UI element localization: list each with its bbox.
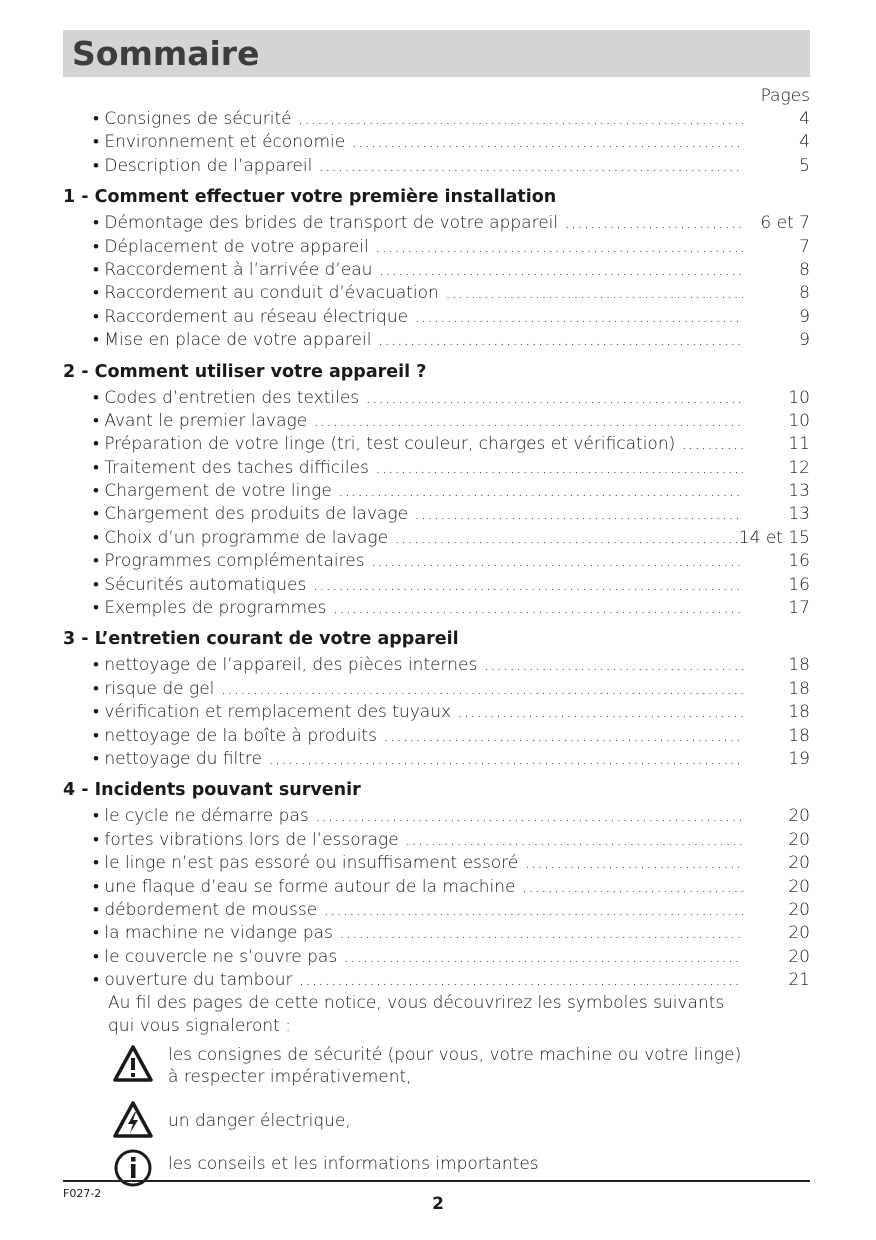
toc-entry-label: • Chargement des produits de lavage ..... [93,503,743,526]
toc-entry [63,282,813,305]
toc-entry-page: 16 [788,551,810,572]
section-heading: 3 - L’entretien courant de votre appareil [63,629,459,650]
toc-entry-label: • le couvercle ne s’ouvre pas ..... [93,946,743,969]
toc-entry-page: 19 [788,748,810,769]
toc-entry-label: • Consignes de sécurité ..... [93,108,743,131]
toc-entry-page: 18 [788,702,810,723]
footer-rule [63,1180,810,1182]
table-of-contents [63,108,813,993]
section-heading: 2 - Comment utiliser votre appareil ? [63,361,427,382]
toc-entry-page: 4 [799,132,810,153]
toc-entry [63,329,813,352]
toc-entry [63,236,813,259]
toc-entry-page: 9 [799,306,810,327]
toc-entry-page: 20 [788,923,810,944]
toc-entry-label: • ouverture du tambour ..... [93,969,743,992]
document-code: F027-2 [63,1187,102,1200]
section-heading: 4 - Incidents pouvant survenir [63,780,361,801]
toc-entry [63,259,813,282]
legend-text-electric: un danger électrique, [168,1111,351,1131]
toc-entry [63,457,813,480]
electric-danger-icon [113,1100,153,1140]
toc-entry [63,678,813,701]
toc-entry [63,969,813,992]
toc-entry [63,829,813,852]
toc-entry [63,946,813,969]
toc-entry-page: 13 [788,481,810,502]
toc-entry-page: 8 [799,283,810,304]
toc-entry-label: • vérification et remplacement des tuyaux ..... [93,701,743,724]
legend-intro-line-1: Au fil des pages de cette notice, vous découvrirez les symboles suivants [108,993,725,1013]
toc-entry [63,155,813,178]
toc-entry-label: • le linge n’est pas essoré ou insuffisament essoré ..... [93,852,743,875]
toc-entry-page: 20 [788,899,810,920]
toc-entry-page: 10 [788,387,810,408]
toc-entry [63,108,813,131]
toc-entry-page: 11 [788,434,810,455]
toc-entry-label: • Chargement de votre linge ..... [93,480,743,503]
toc-entry-label: • la machine ne vidange pas ..... [93,922,743,945]
toc-entry-page: 12 [788,457,810,478]
toc-entry [63,852,813,875]
toc-entry-label: • risque de gel ..... [93,678,743,701]
legend-text-safety [168,1044,768,1088]
toc-entry [63,725,813,748]
toc-entry-label: • Sécurités automatiques ..... [93,574,743,597]
toc-entry [63,701,813,724]
legend-intro-line-2: qui vous signaleront : [108,1016,291,1036]
toc-entry-label: • nettoyage de l’appareil, des pièces internes ..... [93,654,743,677]
toc-entry [63,876,813,899]
toc-entry-page: 8 [799,259,810,280]
toc-entry [63,654,813,677]
legend-safety-line-2: à respecter impérativement, [168,1067,412,1087]
symbols-legend [108,992,768,1174]
toc-entry-page: 20 [788,829,810,850]
toc-entry [63,212,813,235]
page-number: 2 [432,1194,444,1214]
toc-entry-label: • Mise en place de votre appareil ..... [93,329,743,352]
toc-entry-label: • Avant le premier lavage ..... [93,410,743,433]
toc-entry [63,433,813,456]
toc-entry [63,527,813,550]
toc-entry-label: • Raccordement à l’arrivée d’eau ..... [93,259,743,282]
toc-entry-label: • Traitement des taches difficiles ..... [93,457,743,480]
legend-text-info: les conseils et les informations importantes [168,1154,539,1174]
toc-entry-label: • Choix d’un programme de lavage ..... [93,527,743,550]
toc-entry-label: • Déplacement de votre appareil ..... [93,236,743,259]
page-title: Sommaire [72,34,260,73]
toc-entry [63,306,813,329]
toc-entry-page: 20 [788,806,810,827]
toc-entry-label: • nettoyage de la boîte à produits ..... [93,725,743,748]
toc-entry [63,550,813,573]
toc-entry [63,748,813,771]
toc-entry-page: 18 [788,655,810,676]
toc-entry-label: • fortes vibrations lors de l’essorage ..... [93,829,743,852]
toc-entry-page: 21 [788,970,810,991]
toc-entry [63,387,813,410]
toc-entry-page: 14 et 15 [738,527,810,548]
toc-entry-page: 18 [788,678,810,699]
toc-entry-page: 5 [799,155,810,176]
toc-entry-page: 7 [799,236,810,257]
toc-entry-page: 20 [788,946,810,967]
legend-safety-line-1: les consignes de sécurité (pour vous, votre machine ou votre linge) [168,1045,742,1065]
toc-entry-page: 16 [788,574,810,595]
toc-entry-page: 10 [788,410,810,431]
toc-entry-label: • Démontage des brides de transport de votre appareil ..... [93,212,743,235]
toc-entry [63,480,813,503]
title-bar [63,30,810,77]
toc-entry-page: 20 [788,853,810,874]
toc-entry-page: 17 [788,598,810,619]
toc-entry-page: 18 [788,725,810,746]
toc-entry-label: • Raccordement au conduit d’évacuation ..... [93,282,743,305]
toc-entry-label: • Programmes complémentaires ..... [93,550,743,573]
section-heading: 1 - Comment effectuer votre première installation [63,187,557,208]
toc-entry-label: • Préparation de votre linge (tri, test couleur, charges et vérification) ..... [93,433,743,456]
toc-entry [63,597,813,620]
toc-entry-page: 13 [788,504,810,525]
toc-entry-page: 9 [799,330,810,351]
toc-entry-page: 6 et 7 [760,213,810,234]
toc-entry [63,574,813,597]
pages-column-label: Pages [760,86,810,106]
toc-entry-label: • le cycle ne démarre pas ..... [93,805,743,828]
toc-entry-label: • Exemples de programmes ..... [93,597,743,620]
toc-entry [63,922,813,945]
info-circle-icon [113,1148,153,1188]
toc-entry-page: 4 [799,109,810,129]
toc-entry [63,503,813,526]
toc-entry-label: • Raccordement au réseau électrique ..... [93,306,743,329]
warning-triangle-icon [113,1044,153,1084]
toc-entry-label: • Environnement et économie ..... [93,131,743,154]
toc-entry-label: • nettoyage du filtre ..... [93,748,743,771]
toc-entry [63,410,813,433]
toc-entry-label: • débordement de mousse ..... [93,899,743,922]
toc-entry [63,899,813,922]
toc-entry-label: • une flaque d’eau se forme autour de la machine ..... [93,876,743,899]
toc-entry-label: • Description de l’appareil ..... [93,155,743,178]
toc-entry [63,805,813,828]
toc-entry-label: • Codes d’entretien des textiles ..... [93,387,743,410]
toc-entry [63,131,813,154]
toc-entry-page: 20 [788,876,810,897]
